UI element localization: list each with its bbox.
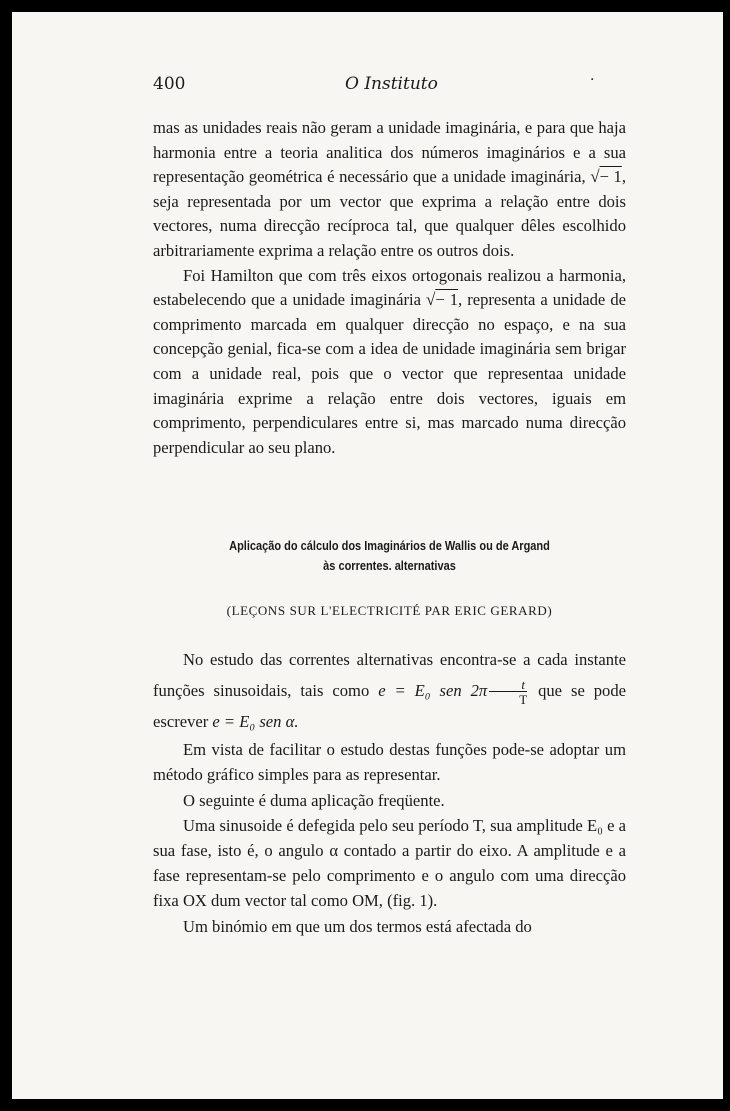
paragraph-text: , representa a unidade de comprimento marcada em qualquer direcção no espaço, e na sua concepção genial, fica-se com a idea de unidade imaginária sem brigar com a unidade real, pois que o vector que representaa unidade imaginária exprime a relação entre dois vectores, iguais em comprimento, perpendiculares entre si, mas marcado numa direcção perpendicular ao seu plano. bbox=[153, 290, 626, 457]
paragraph: Em vista de facilitar o estudo destas funções pode-se adoptar um método gráfico simples para as representar. bbox=[153, 740, 626, 785]
section-subtitle: (LEÇONS SUR L'ELECTRICITÉ PAR ERIC GERARD) bbox=[226, 603, 553, 618]
fraction-numerator: t bbox=[521, 677, 525, 693]
paragraph bbox=[153, 264, 626, 461]
body-text-bottom bbox=[153, 644, 626, 939]
formula: e = E₀ sen α. bbox=[212, 712, 299, 732]
section-title-line: às correntes. alternativas bbox=[323, 559, 456, 573]
paragraph-text: No estudo das correntes alternativas encontra-se a cada instante funções sinusoidais, tais como bbox=[153, 650, 626, 700]
paragraph: O seguinte é duma aplicação freqüente. bbox=[183, 790, 445, 810]
fraction-denominator: T bbox=[489, 691, 527, 706]
page-number: 400 bbox=[153, 74, 186, 94]
paragraph: Uma sinusoide é defegida pelo seu período T, sua amplitude E₀ e a sua fase, isto é, o angulo α contado a partir do eixo. A amplitude e a fase representam-se pelo comprimento e o angulo com uma direcção fixa OX dum vector tal como OM, (fig. 1). bbox=[153, 815, 626, 911]
formula: e = E₀ sen 2π bbox=[378, 681, 488, 700]
section-title bbox=[181, 536, 597, 576]
body-text-top bbox=[153, 116, 626, 460]
page-header bbox=[12, 74, 723, 104]
book-page bbox=[12, 12, 723, 1099]
radical-sign: √ bbox=[590, 167, 600, 187]
paragraph-text: que se pode escrever bbox=[153, 681, 627, 732]
paragraph-text: Foi Hamilton que com três eixos ortogonais realizou a harmonia, estabelecendo que a unidade imaginária bbox=[153, 265, 626, 310]
paragraph bbox=[153, 644, 626, 737]
paragraph-text: , seja representada por um vector que exprima a relação entre dois vectores, numa direcção recíproca tal, que qualquer dêles escolhido arbitrariamente exprima a relação entre os outros dois. bbox=[153, 167, 626, 260]
radicand: − 1 bbox=[435, 290, 459, 310]
sqrt-minus-one bbox=[426, 290, 458, 309]
radical-sign: √ bbox=[425, 290, 436, 310]
running-title: O Instituto bbox=[345, 74, 438, 94]
paragraph bbox=[153, 116, 626, 264]
header-dot: · bbox=[590, 72, 595, 88]
paragraph-text: mas as unidades reais não geram a unidade imaginária, e para que haja harmonia entre a teoria analitica dos números imaginários e a sua representação geométrica é necessário que a unidade imaginária, bbox=[153, 118, 626, 187]
fraction bbox=[489, 678, 527, 706]
section-title-line: Aplicação do cálculo dos Imaginários de Wallis ou de Argand bbox=[229, 539, 550, 553]
paragraph: Um binómio em que um dos termos está afectada do bbox=[183, 916, 532, 936]
sqrt-minus-one bbox=[590, 167, 622, 186]
radicand: − 1 bbox=[599, 167, 622, 187]
